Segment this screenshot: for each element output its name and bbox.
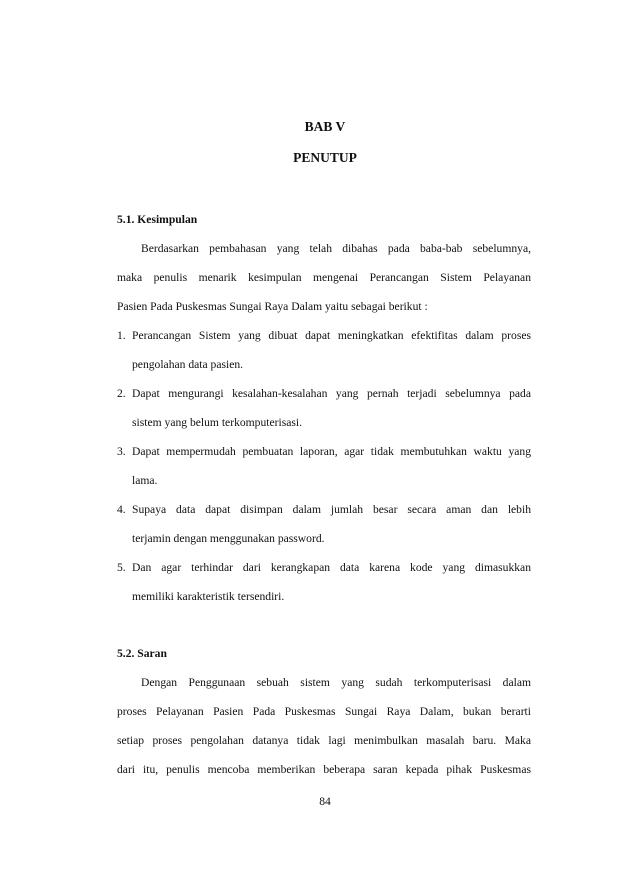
- list-item-line: Dan agar terhindar dari kerangkapan data karena kode yang dimasukkan: [132, 561, 531, 574]
- chapter-number: BAB V: [304, 119, 346, 134]
- list-item-line: Dapat mempermudah pembuatan laporan, agar tidak membutuhkan waktu yang: [132, 445, 531, 458]
- list-item-line: memiliki karakteristik tersendiri.: [132, 590, 285, 603]
- section-heading-kesimpulan: 5.1. Kesimpulan: [117, 213, 198, 226]
- list-item-number: 3.: [117, 445, 126, 458]
- list-item-line: Dapat mengurangi kesalahan-kesalahan yang pernah terjadi sebelumnya pada: [132, 387, 531, 400]
- list-item-line: pengolahan data pasien.: [132, 358, 244, 371]
- page-number: 84: [319, 795, 331, 808]
- list-item-line: lama.: [132, 474, 158, 487]
- list-item-number: 2.: [117, 387, 126, 400]
- paragraph-line: setiap proses pengolahan datanya tidak lagi menimbulkan masalah baru. Maka: [117, 734, 531, 747]
- paragraph-line: Pasien Pada Puskesmas Sungai Raya Dalam yaitu sebagai berikut :: [117, 300, 428, 313]
- chapter-title: PENUTUP: [293, 150, 357, 165]
- paragraph-line: dari itu, penulis mencoba memberikan beberapa saran kepada pihak Puskesmas: [117, 763, 531, 776]
- list-item-line: terjamin dengan menggunakan password.: [132, 532, 325, 545]
- list-item-line: sistem yang belum terkomputerisasi.: [132, 416, 303, 429]
- paragraph-line: proses Pelayanan Pasien Pada Puskesmas Sungai Raya Dalam, bukan berarti: [117, 705, 531, 718]
- paragraph-line: Berdasarkan pembahasan yang telah dibahas pada baba-bab sebelumnya,: [141, 242, 531, 255]
- section-heading-saran: 5.2. Saran: [117, 647, 167, 660]
- paragraph-line: Dengan Penggunaan sebuah sistem yang sudah terkomputerisasi dalam: [141, 676, 531, 689]
- list-item-number: 4.: [117, 503, 126, 516]
- list-item-line: Supaya data dapat disimpan dalam jumlah besar secara aman dan lebih: [132, 503, 531, 516]
- list-item-number: 5.: [117, 561, 126, 574]
- list-item-number: 1.: [117, 329, 126, 342]
- list-item-line: Perancangan Sistem yang dibuat dapat meningkatkan efektifitas dalam proses: [132, 329, 531, 342]
- paragraph-line: maka penulis menarik kesimpulan mengenai Perancangan Sistem Pelayanan: [117, 271, 531, 284]
